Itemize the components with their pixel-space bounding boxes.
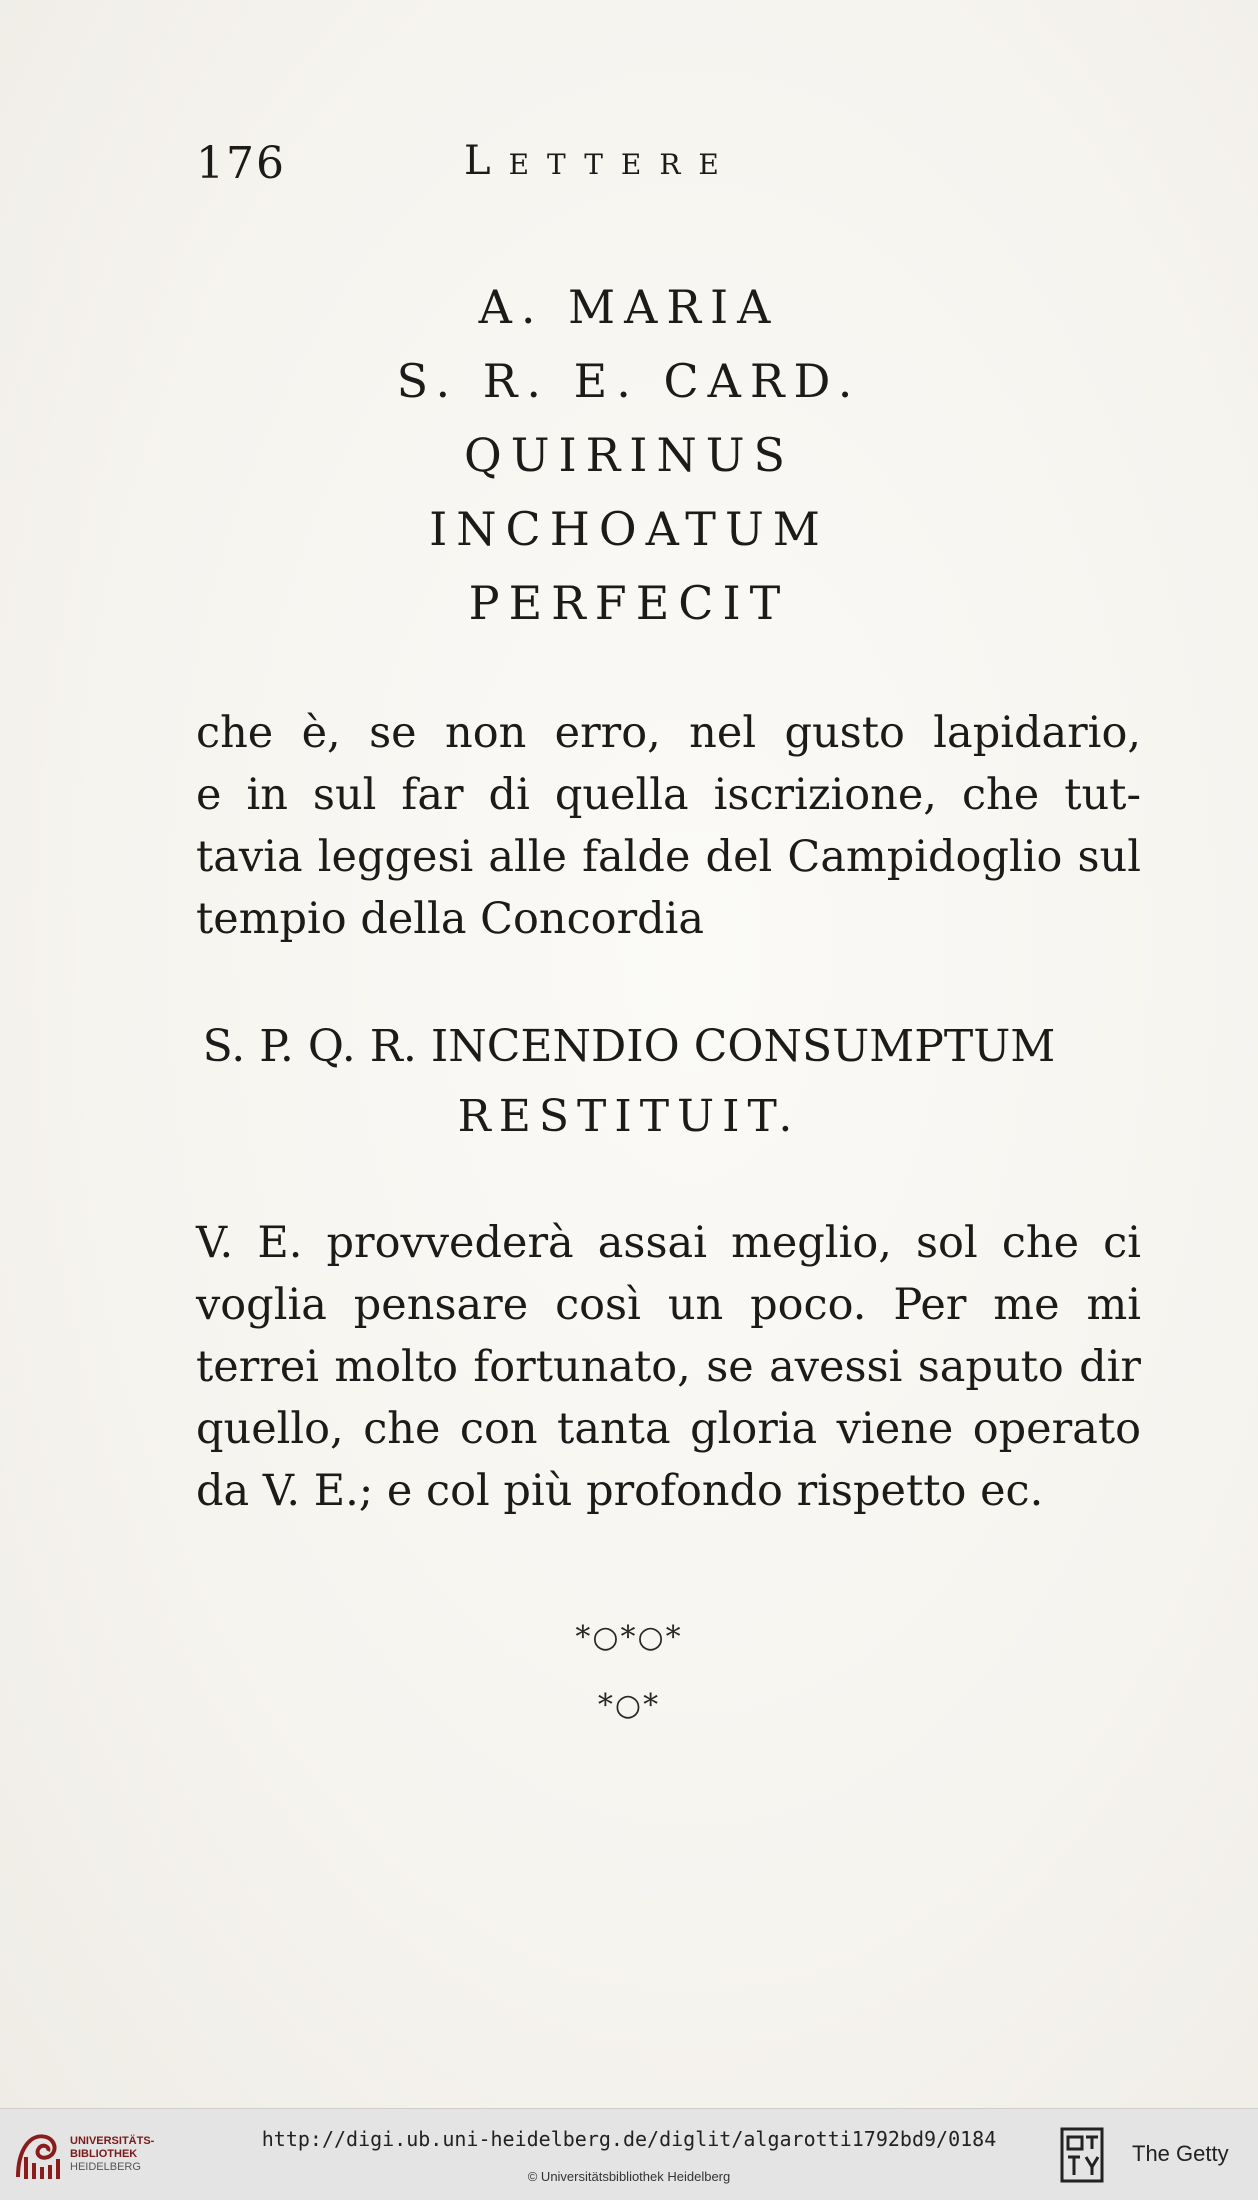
inscription-line: S. P. Q. R. INCENDIO CONSUMPTUM [202,1021,1056,1072]
dedication-inscription [0,270,1258,640]
text-line: tempio della Concordia [196,894,705,944]
getty-label: The Getty [1132,2141,1229,2166]
inscription-line: RESTITUIT. [457,1091,801,1142]
inscription-line: A. MARIA [478,280,780,334]
paragraph-2 [196,1212,1141,1522]
inscription-line: QUIRINUS [464,428,794,482]
text-line: terrei molto fortunato, se avessi saputo dir [196,1342,1141,1392]
page-number: 176 [196,138,286,189]
ornament-divider: *○*○* [575,1620,683,1655]
text-line: da V. E.; e col più profondo rispetto ec. [196,1466,1044,1516]
copyright-notice: © Universitätsbibliothek Heidelberg [527,2169,731,2184]
page-header [196,138,896,198]
text-line: quello, che con tanta gloria viene operato [196,1404,1141,1454]
text-line: voglia pensare così un poco. Per me mi [196,1280,1141,1330]
logo-line: HEIDELBERG [70,2161,141,2173]
inscription-line: PERFECIT [468,576,790,630]
running-title: Lettere [464,138,737,184]
paragraph-1 [196,702,1141,950]
text-line: che è, se non erro, nel gusto lapidario, [196,708,1141,758]
inscription-line: S. R. E. CARD. [396,354,862,408]
getty-logo-icon[interactable] [1060,2127,1104,2183]
text-line: tavia leggesi alle falde del Campidoglio sul [196,832,1141,882]
logo-line: BIBLIOTHEK [70,2148,138,2160]
logo-line: UNIVERSITÄTS- [70,2135,155,2147]
inscription-line: INCHOATUM [429,502,829,556]
ornament-divider: *○* [597,1688,661,1723]
viewer-footer [0,2108,1258,2200]
text-line: e in sul far di quella iscrizione, che tut- [196,770,1141,820]
text-line: V. E. provvederà assai meglio, sol che ci [196,1218,1141,1268]
permalink-url[interactable]: http://digi.ub.uni-heidelberg.de/diglit/algarotti1792bd9/0184 [261,2127,997,2151]
temple-inscription [0,1012,1258,1152]
